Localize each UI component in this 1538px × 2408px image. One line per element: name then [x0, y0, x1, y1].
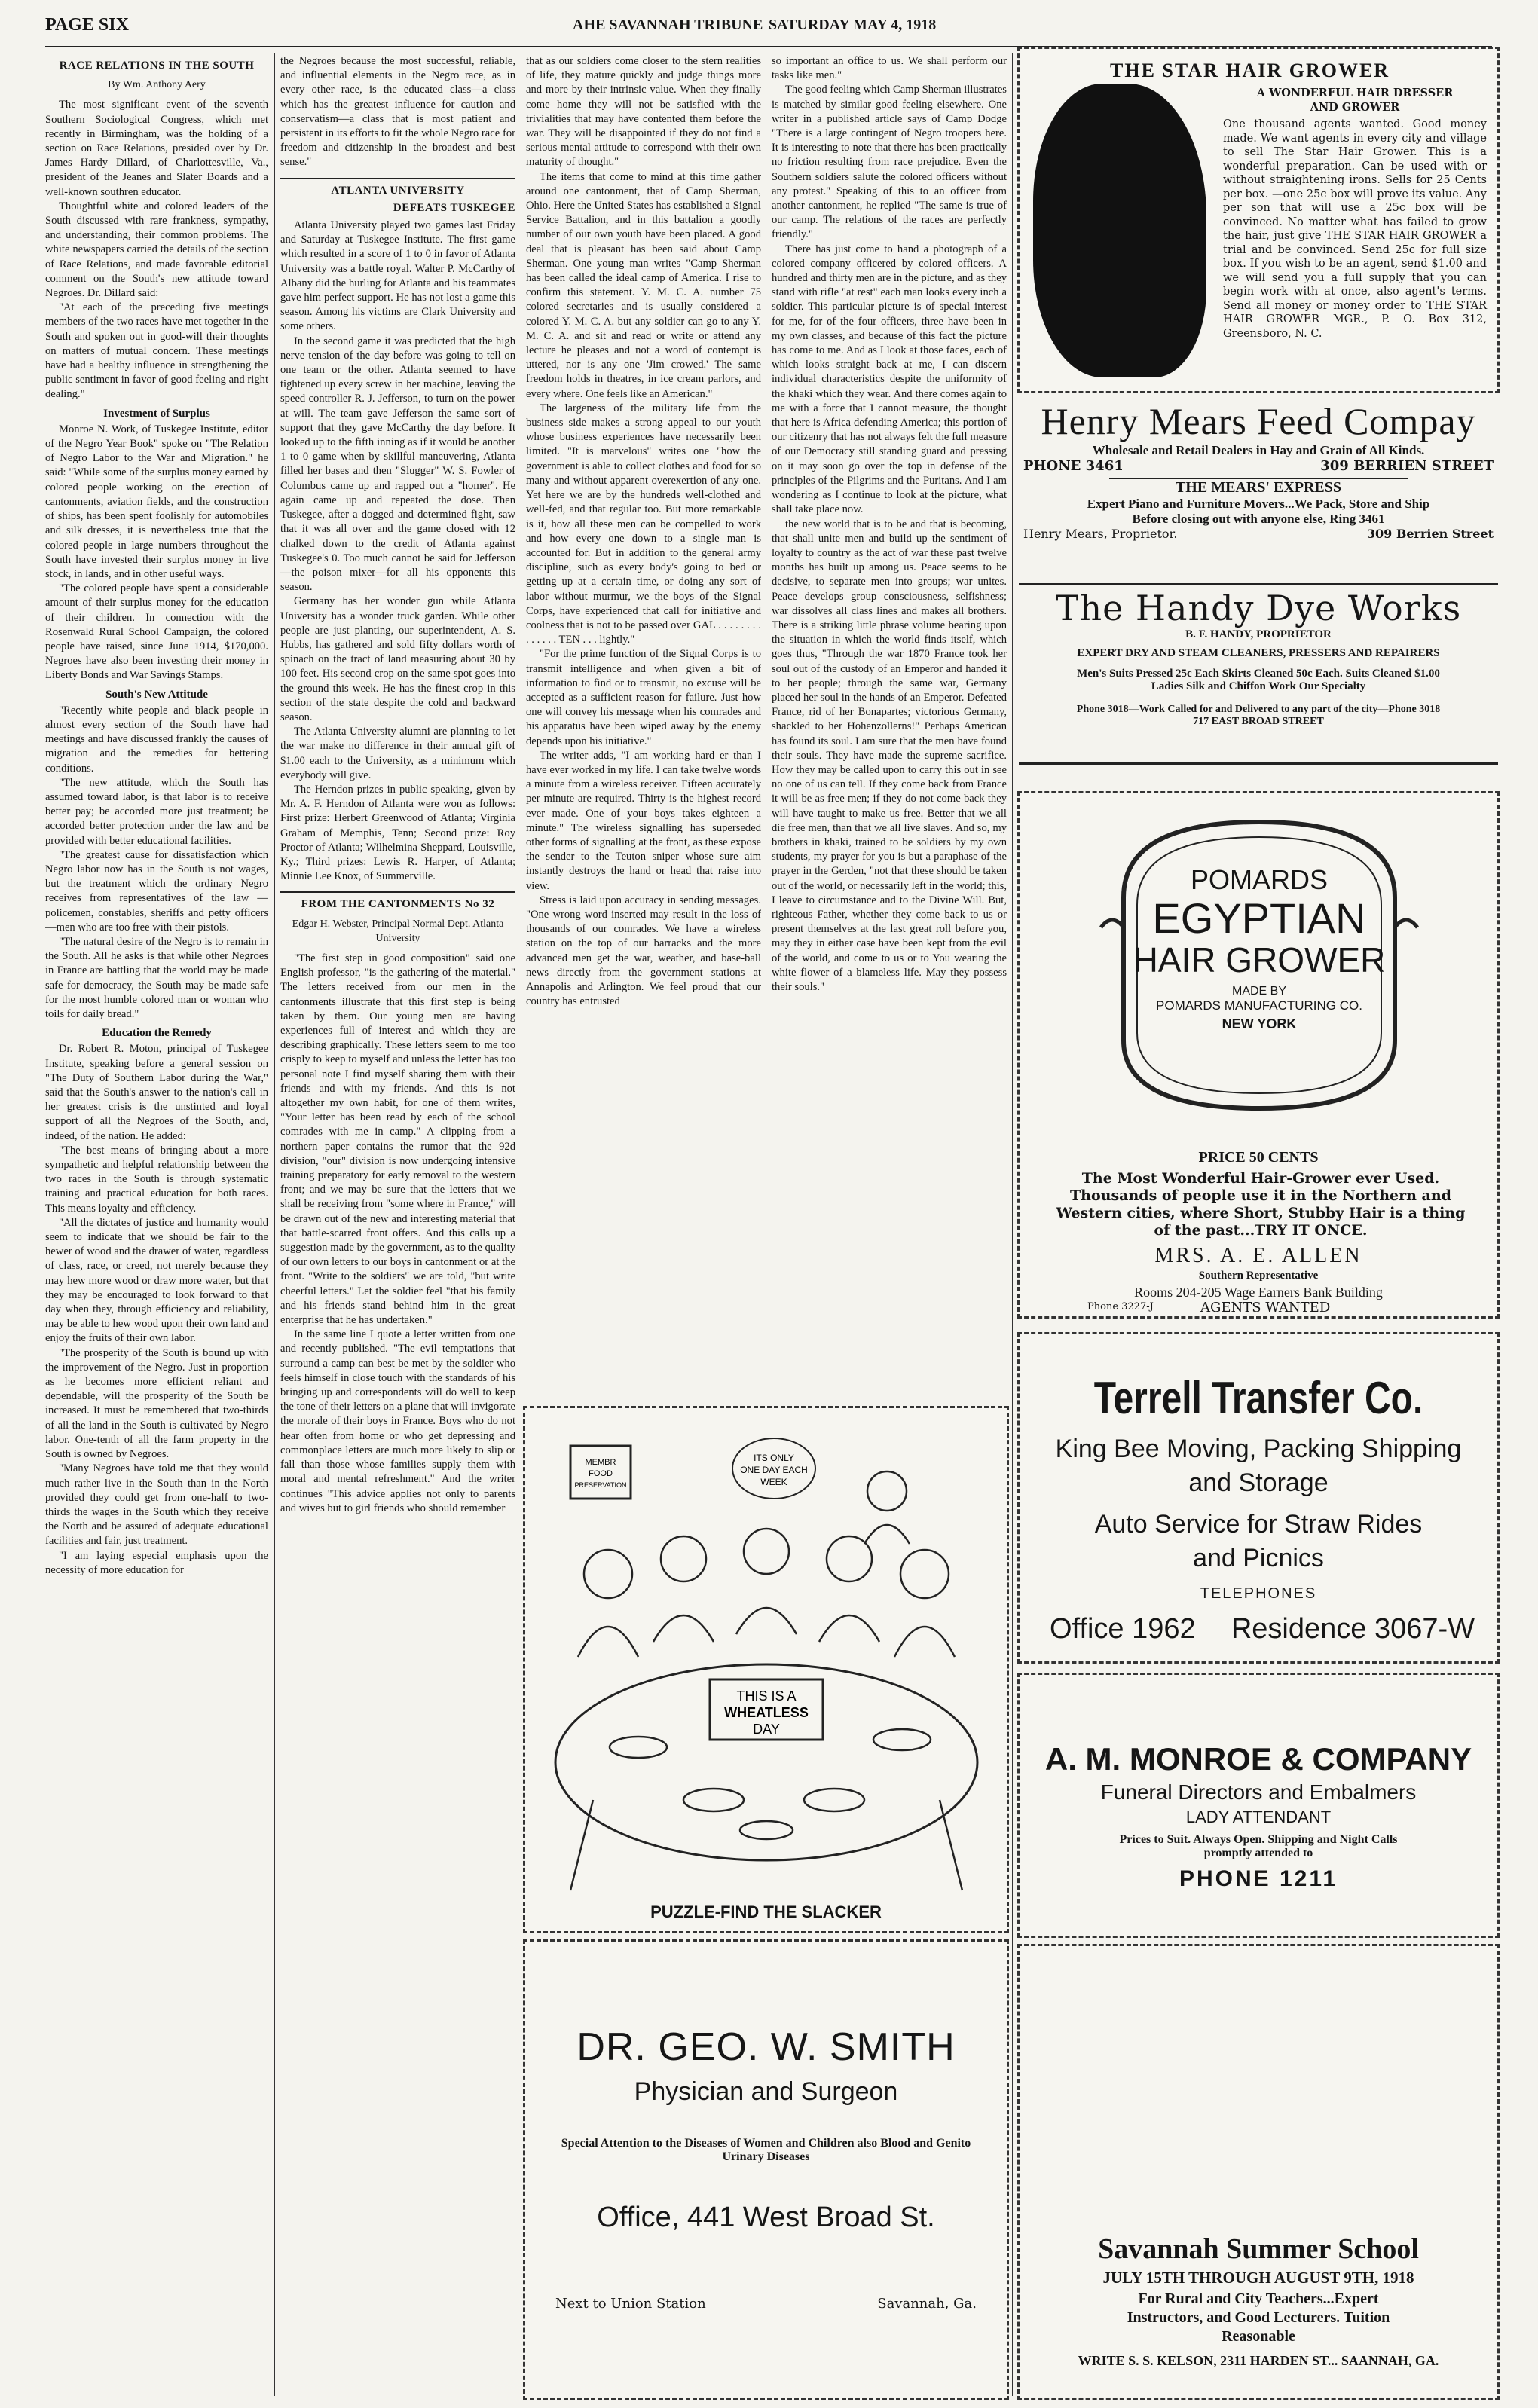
- ad-city: Savannah, Ga.: [877, 2296, 977, 2312]
- paragraph: the new world that is to be and that is becoming, that shall unite men and build up the sentiment of loyalty to country as the act of war these past twelve months has built up among us. Peace seems to be decisive, to separate men into groups; war unites. Peace develops group consciousness, selfishness; war dissolves all class lines and makes all brothers. There is a striking little phrase volume bearing upon the situation in which the world finds itself, which goes thus, "Through the war 1870 France took her soul out of the custody of an Emperor and handed it to her people; through the same war, Germany placed her soul in the hands of an Emperor. Defeated France, rid of her Bonapartes; victorious Germany, shackled to her Hohenzollerns!" Perhaps American has found its soul. I am sure that the men have found their souls. They have made the supreme sacrifice. How they may be called upon to carry this out in see no one of us can tell. If they come back from France it will be as free men; if they do not come back they will have taught to make us free. Better that we all die free men, than that we all live slaves. And so, my brothers in khaki, trained to be soldiers by my own students, my prayer for you is but a paraphase of the prayer in the Gerden, "not that these should be taken out of the world, or necessarily left in the world; this, I leave to circumstance and to the Divine Will. But, righteous Father, whether they come back to us or present themselves at the last great roll before you, may they in either case have been kept from the evil of the world, and come to us or to You wearing the white flower of a blameless life. May they possess their souls.": [772, 518, 1007, 993]
- divider: [280, 891, 515, 893]
- ad-price: PRICE 50 CENTS: [1198, 1149, 1319, 1166]
- ad-location: Next to Union Station: [555, 2296, 706, 2312]
- woman-silhouette-icon: [1033, 84, 1206, 377]
- ad-body: A WONDERFUL HAIR DRESSER AND GROWER One thousand agents wanted. Good money made. We want agents in every city and village to sell The Star Hair Grower. This is a wonderful preparation. Can be used with or without straightening irons. Sells for 25 Cents per box. —one 25c box will prove its value. Any per son that will use a 25c box will be convinced. No matter what has failed to grow the hair, just give THE STAR HAIR GROWER a trial and be convinced. Send 25c for full size box. If you wish to be an agent, send $1.00 and we will send you a full supply that you can begin work with at once, also agent's terms. Send all money or money order to THE STAR HAIR GROWER MGR., P. O. Box 312, Greensboro, N. C.: [1223, 87, 1487, 340]
- subhead: Education the Remedy: [102, 1027, 212, 1040]
- subhead: South's New Attitude: [105, 688, 208, 701]
- paragraph: "The new attitude, which the South has assumed toward labor, is that labor is to receive better pay; be accorded more just treatment; be accorded better protection under the law and be provided with better educational facilities.: [45, 776, 268, 847]
- paragraph: so important an office to us. We shall perform our tasks like men.": [772, 55, 1007, 82]
- paragraph: Germany has her wonder gun while Atlanta University has a wonder truck garden. While other people are just planting, our superintendent, A. S. Hubbs, has gathered and sold fifty dollars worth of spinach on the tract of land measuring about 30 by 100 feet. His second crop on the same spot goes into the ground this week. He has the finest crop in this section of the state despite the cold and backward season.: [280, 595, 515, 723]
- paragraph: There has just come to hand a photograph of a colored company officered by colored officers. A hundred and thirty men are in the picture, and as they stand with rifle "at rest" each man looks every inch a soldier. This particular picture is of special interest for me, for of the four officers, three have been in my own classes, and because of this fact the picture has come to me. And as I look at those faces, each of which looks straight back at me, I can discern individual characteristics despite the uniformity of the khaki which they wear. And there comes again to me with a force that I cannot measure, the thought that here is Africa defending America; this portion of our citizenry that has not always felt the full measure of our Democracy still standing guard and pressing on it may soon go over the top in defense of the principles of the Pilgrims and the Puritans. And I am wondering as I continue to look at the picture, what shall take place now.: [772, 243, 1007, 516]
- paragraph: The largeness of the military life from the business side makes a strong appeal to our youth whose business experiences have necessarily been limited. "It is marvelous" writes one "how the government is able to collect clothes and food for so many and without apparent overexertion of any one. Yet here we are by the hundreds well-clothed and well-fed, and that regular too. But more remarkable is it, how all these men can be compelled to work and how every one down to a single man is accounted for. But in addition to the general army discipline, such as every body's going to bed or getting up at a certain time, or doing any sort of labor without murmur, we the boys of the Signal Corps, have experienced that call for initiative and coolness that is not to be passed over GAL . . . . . . . . . . . . . . TEN . . . lightly.": [526, 402, 761, 646]
- issue-date: SATURDAY MAY 4, 1918: [769, 17, 937, 33]
- paragraph: "Recently white people and black people in almost every section of the South have had meetings and have discussed frankly the causes of migration and the remedies for bettering conditions.: [45, 704, 268, 775]
- headline: ATLANTA UNIVERSITY: [331, 184, 465, 197]
- byline: Edgar H. Webster, Principal Normal Dept. Atlanta University: [292, 918, 504, 944]
- ad-address: 309 BERRIEN STREET: [1320, 458, 1494, 474]
- ad-title: THE STAR HAIR GROWER: [1110, 60, 1390, 81]
- paragraph: that as our soldiers come closer to the stern realities of life, they mature quickly and judge things more and more by their intrinsic value. When they finally come home they will not be satisfied with the trivialities that may have contented them before the war. They will be disappointed if they do not find a serious mental attitude to correspond with their own maturity of thought.": [526, 55, 761, 169]
- paragraph: In the second game it was predicted that the high nerve tension of the day before was going to tell on one team or the other. Atlanta seemed to have tightened up every screw in her machine, leaving the speed controller R. J. Jefferson, to turn on the power at will. The team gave Jefferson the same sort of support that they gave McCarthy the day before. It looked up to the fifth inning as if it would be another 1 to 0 game when by skillful maneuvering, Atlanta filled her bases and then "Slugger" W. S. Fowler of Columbus came up and rapped out a "homer". He again came up and repeated the dose. Then Tuskegee, after a dogged and determined fight, saw that it was all over and the game closed with 12 chalked down to the credit of Atlanta against Tuskegee's 0. Too much cannot be said for Jefferson—the poison mixer—for all his opponents this season.: [280, 335, 515, 594]
- ad-terrell-transfer: Terrell Transfer Co. King Bee Moving, Packing Shipping and Storage Auto Service for Straw Rides and Picnics TELEPHONES Office 1962 Residence 3067-W: [1017, 1332, 1500, 1664]
- paragraph: The writer adds, "I am working hard er than I have ever worked in my life. I can take twelve words a minute from a wireless receiver. Fifteen accurately per minute are required. Thirty is the highest record ever made. One of your boys takes eighteen a minute." The wireless signalling has superseded other forms of signalling at the front, as these expose the sender to the Teuton sniper whose sure aim instantly destroys the hand or head that raise into view.: [526, 749, 761, 892]
- ad-residence-phone: Residence 3067-W: [1231, 1613, 1475, 1645]
- paragraph: Dr. Robert R. Moton, principal of Tuskegee Institute, speaking before a general session on "The Duty of Southern Labor during the War," said that the South's answer to the nation's call in her greatest crisis is the unstinted and loyal support of all the Negroes of the South, and, indeed, of the nation. He added:: [45, 1043, 268, 1142]
- ad-monroe-company: A. M. MONROE & COMPANY Funeral Directors and Embalmers LADY ATTENDANT Prices to Suit. Always Open. Shipping and Night Calls promptly attended to PHONE 1211: [1017, 1673, 1500, 1938]
- ad-note: Special Attention to the Diseases of Women and Children also Blood and Genito Urinary Diseases: [561, 2137, 971, 2163]
- ad-phone: PHONE 3461: [1023, 458, 1124, 474]
- ad-pomard-egyptian-hair-grower: POMARDS EGYPTIAN HAIR GROWER MADE BY POMARDS MANUFACTURING CO. NEW YORK PRICE 50 CENTS The Most Wonderful Hair-Grower ever Used. Thousands of people use it in the Northern and Western cities, where Short, Stubby Hair is a thing of the past...TRY IT ONCE. MRS. A. E. ALLEN Southern Representative Rooms 204-205 Wage Earners Bank Building Phone 3227-J AGENTS WANTED: [1017, 791, 1500, 1319]
- ad-proprietor: Henry Mears, Proprietor.: [1023, 527, 1178, 541]
- paragraph: The Herndon prizes in public speaking, given by Mr. A. F. Herndon of Atlanta were won as follows: First prize: Herbert Greenwood of Atlanta; Virginia Graham of Memphis, Tenn; Second prize: Roy Proctor of Atlanta; Wilhelmina Sheppard, Louisville, Ky.; Third prizes: Lewis R. Harper, of Atlanta; Minnie Lee Knox, of Summerville.: [280, 783, 515, 883]
- paragraph: Monroe N. Work, of Tuskegee Institute, editor of the Negro Year Book" spoke on "The Relation of Negro Labor to the War and Migration." he said: "While some of the surplus money earned by colored people working on the erection of cantonments, aviation fields, and the construction of ships, has been spent foolishly for automobiles and silk dresses, it is nevertheless true that the colored people in large numbers throughout the South have invested their surplus money in live stock, in lands, and in other useful ways.: [45, 423, 268, 580]
- paragraph: the Negroes because the most successful, reliable, and influential elements in the Negro race, as in every other race, is the educated class—a class which has the greatest influence for caution and conservatism—a class that is most patient and persistent in its efforts to fit the whole Negro race for freedom and citizenship in the broadest and best sense.": [280, 55, 515, 169]
- paragraph: "Many Negroes have told me that they would much rather live in the South than in the North provided they could get from one-half to two-thirds the wages in the South which they receive the North and be assured of adequate educational facilities and fair, just treatment.: [45, 1462, 268, 1548]
- svg-text:WEEK: WEEK: [760, 1477, 787, 1487]
- paragraph: "The greatest cause for dissatisfaction which Negro labor now has in the South is not wages, but the treatment which the ordinary Negro receives from representatives of the law —policemen, constables, sheriffs and petty officers—men who are too free with their pistols.: [45, 848, 268, 934]
- ad-dr-smith: [523, 1939, 1009, 2400]
- column-four: [772, 54, 1007, 1395]
- ad-henry-mears: Henry Mears Feed Compay Wholesale and Retail Dealers in Hay and Grain of All Kinds. PHONE 3461 309 BERRIEN STREET THE MEARS' EXPRESS Expert Piano and Furniture Movers...We Pack, Store and Ship Before closing out with anyone else, Ring 3461 Henry Mears, Proprietor. 309 Berrien Street: [1019, 399, 1498, 585]
- cartoon-illustration: [525, 1408, 1007, 1931]
- paragraph: "The first step in good composition" said one English professor, "is the gathering of the material." The letters received from our men in the cantonments illustrate that this first step is being taken by them. Our young men are having experiences full of interest and which they are describing graphically. These letters seem to me too crisply to keep to myself and unless the letter has too personal note I find myself sharing them with their friends and with my friends. And this is not altogether my own habit, for one of them writes, "Your letter has been read by each of the school comrades with me in camp." A clipping from a northern paper contains the rumor that the 92d division, "our" division is now undergoing intensive training preparatory for early removal to the western front; and we may be sure that the letters that we shall be receiving from "some where in France," will be drawn out of the new and interesting material that that battle-scarred front offers. And this calls up a suggestion made by the government, as to the quality of our own letters to our boys in cantonment or at the front. "Write to the soldiers" we are told, "but write cheerful letters." Let the soldier feel "that his family and his friends stand behind him in the great enterprise that he has undertaken.": [280, 952, 515, 1327]
- ad-office-phone: Office 1962: [1050, 1613, 1196, 1645]
- column-rule: [1012, 53, 1013, 2396]
- headline: DEFEATS TUSKEGEE: [393, 201, 515, 214]
- divider: [280, 178, 515, 179]
- ad-subtitle: Physician and Surgeon: [634, 2077, 898, 2106]
- ad-savannah-summer-school: Savannah Summer School JULY 15TH THROUGH AUGUST 9TH, 1918 For Rural and City Teachers...Expert Instructors, and Good Lecturers. Tuition Reasonable WRITE S. S. KELSON, 2311 HARDEN ST... SAANNAH, GA.: [1017, 1944, 1500, 2400]
- paragraph: "The prosperity of the South is bound up with the improvement of the Negro. Just in proportion as he becomes more efficient reliant and dependable, will the prosperity of the South be increased. It must be remembered that two-thirds of all the land in the South is cultivated by Negro labor. One-tenth of all the farm property in the South is owned by Negroes.: [45, 1346, 268, 1461]
- ad-phone: PHONE 1211: [1179, 1866, 1338, 1891]
- svg-text:PRESERVATION: PRESERVATION: [574, 1481, 627, 1489]
- ad-title: A. M. MONROE & COMPANY: [1044, 1741, 1472, 1777]
- paragraph: "The colored people have spent a considerable amount of their surplus money for the education of their children. In connection with the Rosenwald Rural School Campaign, the colored people have raised, since June 1914, $170,000. Negroes have also been investing their money in Liberty Bonds and War Savings Stamps.: [45, 582, 268, 682]
- headline: FROM THE CANTONMENTS No 32: [301, 898, 495, 911]
- svg-text:DAY: DAY: [753, 1722, 780, 1737]
- ad-title: Savannah Summer School: [1098, 2233, 1419, 2265]
- headline: RACE RELATIONS IN THE SOUTH: [59, 60, 255, 72]
- paragraph: "I am laying especial emphasis upon the necessity of more education for: [45, 1549, 268, 1576]
- paragraph: Stress is laid upon accuracy in sending messages. "One wrong word inserted may result in the loss of thousands of our comrades. We have a wireless station on the top of our barracks and the more advanced men get the war, weather, and base-ball news directly from the government stations at Annapolis and Arlington. We feel proud that our country has entrusted: [526, 894, 761, 1008]
- article-race-relations: [45, 54, 268, 2397]
- column-rule: [274, 53, 275, 2396]
- paragraph: The Atlanta University alumni are planning to let the war make no difference in their annual gift of $1.00 each to the University, as a minimum which everybody will give.: [280, 726, 515, 781]
- svg-text:FOOD: FOOD: [589, 1469, 613, 1478]
- paragraph: "The best means of bringing about a more sympathetic and helpful relationship between the two races in the South is through systematic training and practical education for both races. This means loyalty and efficiency.: [45, 1144, 268, 1215]
- ad-express: THE MEARS' EXPRESS: [1109, 478, 1408, 497]
- paragraph: "The natural desire of the Negro is to remain in the South. All he asks is that while other Negroes in France are battling that the world may be made safe for democracy, the South may be made safe for the most humble colored man or woman who toils for daily bread.": [45, 935, 268, 1020]
- sign-text: THIS IS A: [736, 1688, 797, 1704]
- ad-title: Terrell Transfer Co.: [1093, 1373, 1423, 1423]
- page-header: [45, 11, 1492, 47]
- ad-title: The Handy Dye Works: [1055, 588, 1462, 628]
- ad-subtitle: Wholesale and Retail Dealers in Hay and Grain of All Kinds.: [1092, 443, 1425, 457]
- newspaper-name: AHE SAVANNAH TRIBUNE: [573, 17, 763, 33]
- ad-representative: MRS. A. E. ALLEN: [1154, 1244, 1362, 1267]
- paragraph: "All the dictates of justice and humanity would seem to indicate that we should be fair to the hewer of wood and the drawer of water, regardless of class, race, or creed, not merely because they may hew more wood or draw more water, but that they may be encouraged to look forward to that day when they, through efficiency and reliability, may be able to hew wood upon their own land and enjoy the fruits of their own labor.: [45, 1216, 268, 1345]
- column-two: [280, 54, 515, 2397]
- jar-label-text: POMARDS EGYPTIAN HAIR GROWER MADE BY POMARDS MANUFACTURING CO. NEW YORK: [1133, 864, 1386, 1031]
- paragraph: "At each of the preceding five meetings members of the two races have met together in the South and spoken out in good-will their thoughts on matters of mutual concern. These meetings have had a healthy influence in strengthening the public sentiment in favor of good feeling and right dealing.": [45, 301, 268, 401]
- svg-text:WHEATLESS: WHEATLESS: [724, 1705, 809, 1720]
- cartoon: [523, 1406, 1009, 1933]
- paragraph: "For the prime function of the Signal Corps is to transmit intelligence and when given a bit of information to find or to transmit, no excuse will be accepted as a sufficient reason for failure. Just how one will convey his message when his comrades and his apparatus have been wiped away by the enemy depends upon his initiative.": [526, 648, 761, 747]
- svg-text:ITS ONLY: ITS ONLY: [754, 1453, 794, 1463]
- paragraph: Atlanta University played two games last Friday and Saturday at Tuskegee Institute. The first game which resulted in a score of 1 to 0 in favor of Atlanta University was a battle royal. Walter P. McCarthy of Albany did the hurling for Atlanta and his teammates gave him perfect support. He has not lost a game this season. Among his victims are Clark University and some others.: [280, 219, 515, 333]
- page-number: PAGE SIX: [45, 15, 129, 35]
- ad-title: DR. GEO. W. SMITH: [576, 2025, 956, 2069]
- paragraph: The good feeling which Camp Sherman illustrates is matched by similar good feeling elsewhere. One writer in a published article says of Camp Dodge "There is a large contingent of Negro troopers here. It is interesting to note that there has been practically no friction resulting from race prejudice. Even the Southern soldiers salute the colored officers without any protest." Speaking of this to an officer from another cantonment, he replied "The same is true of our camp. The relations of the races are perfectly friendly.": [772, 84, 1007, 241]
- cartoon-caption: PUZZLE-FIND THE SLACKER: [650, 1902, 882, 1921]
- ad-office: Office, 441 West Broad St.: [597, 2202, 935, 2233]
- ad-handy-dye-works: The Handy Dye Works B. F. HANDY, PROPRIETOR EXPERT DRY AND STEAM CLEANERS, PRESSERS AND REPAIRERS Men's Suits Pressed 25c Each Skirts Cleaned 50c Each. Suits Cleaned $1.00 Ladies Silk and Chiffon Work Our Specialty Phone 3018—Work Called for and Delivered to any part of the city—Phone 3018 717 EAST BROAD STREET: [1019, 588, 1498, 765]
- subhead: Investment of Surplus: [103, 407, 210, 420]
- ad-title: Henry Mears Feed Compay: [1041, 400, 1476, 442]
- byline: By Wm. Anthony Aery: [108, 79, 206, 91]
- svg-text:ONE DAY EACH: ONE DAY EACH: [740, 1465, 808, 1475]
- paragraph: The items that come to mind at this time gather around one cantonment, that of Camp Sherman, Ohio. Here the United States has established a Signal Service Battalion, and in this battalion a goodly number of our own youth have been placed. A good deal that is pleasant has been said about Camp Sherman. One young man writes "Camp Sherman has been called the ideal camp of America. I rise to confirm this statement. Y. M. C. A. number 75 colored secretaries and is usually considered a colored Y. M. C. A. but any soldier can go to any Y. M. C. A. and sit and read or write or attend any lecture he pleases and not a word of contempt is uttered, nor is any one 'Jim crowed.' The same freedom holds in theatres, in ice cream parlors, and every where. One feels like an American.": [526, 170, 761, 400]
- paragraph: The most significant event of the seventh Southern Sociological Congress, which met recently in Birmingham, was the holding of a section on Race Relations, presided over by Dr. James Hardy Dillard, of Charlottesville, Va., president of the Jeanes and Slater Boards and a well-known southren educator.: [45, 99, 268, 198]
- paragraph: Thoughtful white and colored leaders of the South discussed with rare frankness, sympathy, and understanding, their common problems. The white newspapers carried the details of the section of Race Relations, and made favorable editorial comment on the South's new attitude toward Negroes. Dr. Dillard said:: [45, 200, 268, 300]
- column-three: [526, 54, 761, 1395]
- ad-star-hair-grower: [1017, 47, 1500, 393]
- poster-text: MEMBR: [585, 1458, 616, 1467]
- paragraph: In the same line I quote a letter written from one and recently published. "The evil temptations that surround a camp can best be met by the soldier who feels himself in close touch with the standards of his bringing up and correspondents will do well to keep the tone of their letters on a plane that will invigorate the morale of their boys in France. Boys who do not hear often from home or who get depressing and commonplace letters are much more likely to slip or fall than those whose families supply them with moral and mental refreshment." And the writer continues "This advice applies not only to parents and wives but to girl friends who should remember: [280, 1328, 515, 1514]
